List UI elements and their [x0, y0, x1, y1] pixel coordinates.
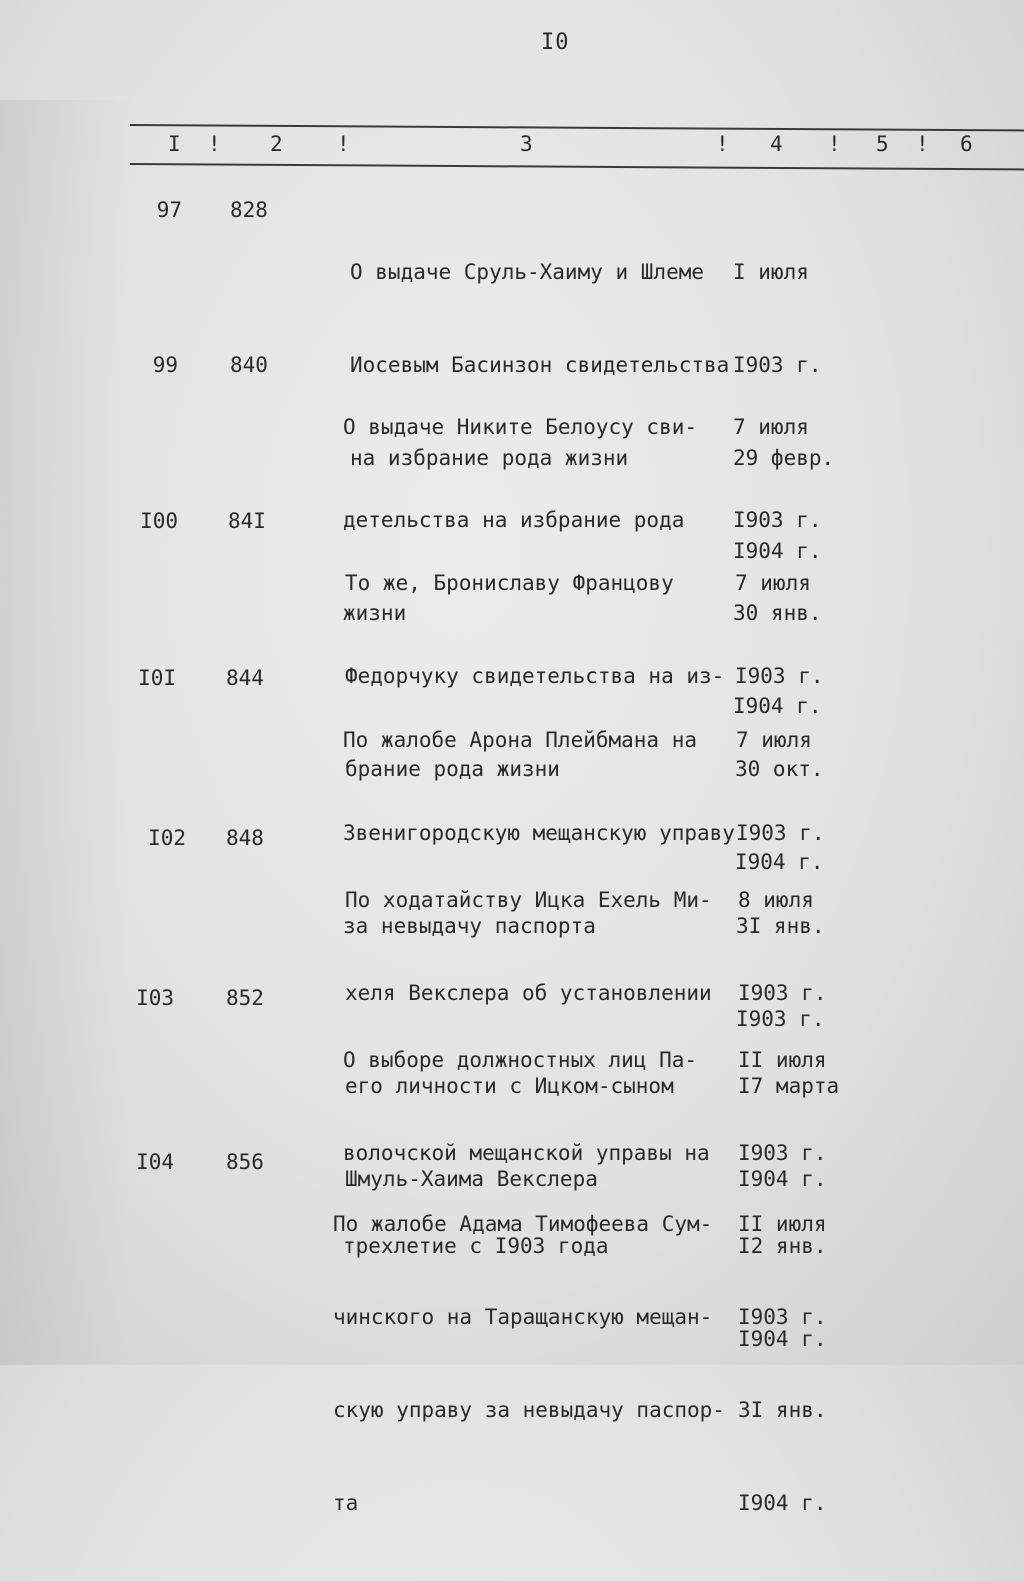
case-title-line: О выборе должностных лиц Па-: [343, 1048, 698, 1072]
case-dates: [738, 1147, 839, 1581]
date-line: II июля: [738, 1212, 827, 1236]
date-line: I июля: [733, 260, 809, 284]
date-line: I903 г.: [736, 821, 825, 845]
case-title-line: По жалобе Арона Плейбмана на: [343, 728, 698, 752]
case-title-line: та: [333, 1491, 359, 1515]
case-title-line: трехлетие с I903 года: [343, 1234, 609, 1258]
case-number: 856: [226, 1150, 264, 1174]
case-title-line: Шмуль-Хаима Векслера: [345, 1167, 598, 1191]
header-separator: !: [828, 132, 841, 156]
case-title: [333, 1147, 725, 1581]
header-col-4: 4: [770, 132, 783, 156]
case-title-line: его личности с Ицком-сыном: [345, 1074, 674, 1098]
header-top-rule: [130, 124, 1024, 131]
case-number: 852: [226, 986, 264, 1010]
header-col-2: 2: [270, 132, 283, 156]
case-title-line: Федорчуку свидетельства на из-: [345, 664, 725, 688]
case-title-line: за невыдачу паспорта: [343, 914, 596, 938]
case-title-line: на избрание рода жизни: [350, 446, 629, 470]
case-number: 844: [226, 666, 264, 690]
page-number: I0: [541, 30, 570, 55]
date-line: 3I янв.: [738, 1398, 827, 1422]
date-line: I903 г.: [738, 1305, 827, 1329]
date-line: I904 г.: [733, 539, 822, 563]
case-title-line: волочской мещанской управы на: [343, 1141, 710, 1165]
date-line: 7 июля: [735, 571, 811, 595]
date-line: I904 г.: [733, 694, 822, 718]
date-line: I903 г.: [736, 1007, 825, 1031]
case-number: 848: [226, 826, 264, 850]
date-line: II июля: [738, 1048, 827, 1072]
header-bottom-rule: [130, 163, 1024, 170]
date-line: I903 г.: [733, 508, 822, 532]
header-col-1: I: [168, 132, 181, 156]
case-title-line: детельства на избрание рода: [343, 508, 685, 532]
case-title-line: скую управу за невыдачу паспор-: [333, 1398, 725, 1422]
case-number: 84I: [228, 509, 266, 533]
date-line: I903 г.: [735, 664, 824, 688]
case-title-line: Звенигородскую мещанскую управу: [343, 821, 735, 845]
header-separator: !: [716, 132, 729, 156]
row-number: 99: [152, 353, 178, 377]
case-title-line: О выдаче Никите Белоусу сви-: [343, 415, 698, 439]
date-line: 3I янв.: [736, 914, 825, 938]
row-number: I03: [136, 986, 174, 1010]
row-number: I02: [148, 826, 186, 850]
date-line: I903 г.: [738, 1141, 827, 1165]
date-line: I904 г.: [735, 850, 824, 874]
case-title-line: жизни: [343, 601, 407, 625]
row-number: I04: [136, 1150, 174, 1174]
date-line: I904 г.: [738, 1327, 827, 1351]
case-title-line: По жалобе Адама Тимофеева Сум-: [333, 1212, 713, 1236]
date-line: I904 г.: [738, 1491, 827, 1515]
row-number: 97: [156, 198, 182, 222]
date-line: 7 июля: [736, 728, 812, 752]
case-title-line: Иосевым Басинзон свидетельства: [350, 353, 730, 377]
row-number: I0I: [138, 666, 176, 690]
date-line: I903 г.: [738, 981, 827, 1005]
date-line: 29 февр.: [733, 446, 835, 470]
case-title-line: О выдаче Сруль-Хаиму и Шлеме: [350, 260, 705, 284]
case-title-line: То же, Брониславу Францову: [345, 571, 674, 595]
case-number: 828: [230, 198, 268, 222]
header-separator: !: [337, 132, 350, 156]
date-line: I904 г.: [738, 1167, 827, 1191]
date-line: 30 окт.: [735, 757, 824, 781]
header-col-3: 3: [520, 132, 533, 156]
case-number: 840: [230, 353, 268, 377]
header-separator: !: [916, 132, 929, 156]
bleed-through-margin: [0, 100, 130, 1365]
case-title-line: хеля Векслера об установлении: [345, 981, 712, 1005]
case-title-line: чинского на Таращанскую мещан-: [333, 1305, 713, 1329]
date-line: 7 июля: [733, 415, 809, 439]
case-title-line: брание рода жизни: [345, 757, 560, 781]
date-line: 30 янв.: [733, 601, 822, 625]
header-col-6: 6: [960, 132, 973, 156]
row-number: I00: [140, 509, 178, 533]
header-col-5: 5: [876, 132, 889, 156]
date-line: I7 марта: [738, 1074, 840, 1098]
date-line: I2 янв.: [738, 1234, 827, 1258]
header-separator: !: [208, 132, 221, 156]
case-title-line: По ходатайству Ицка Ехель Ми-: [345, 888, 712, 912]
date-line: 8 июля: [738, 888, 814, 912]
date-line: I903 г.: [733, 353, 822, 377]
